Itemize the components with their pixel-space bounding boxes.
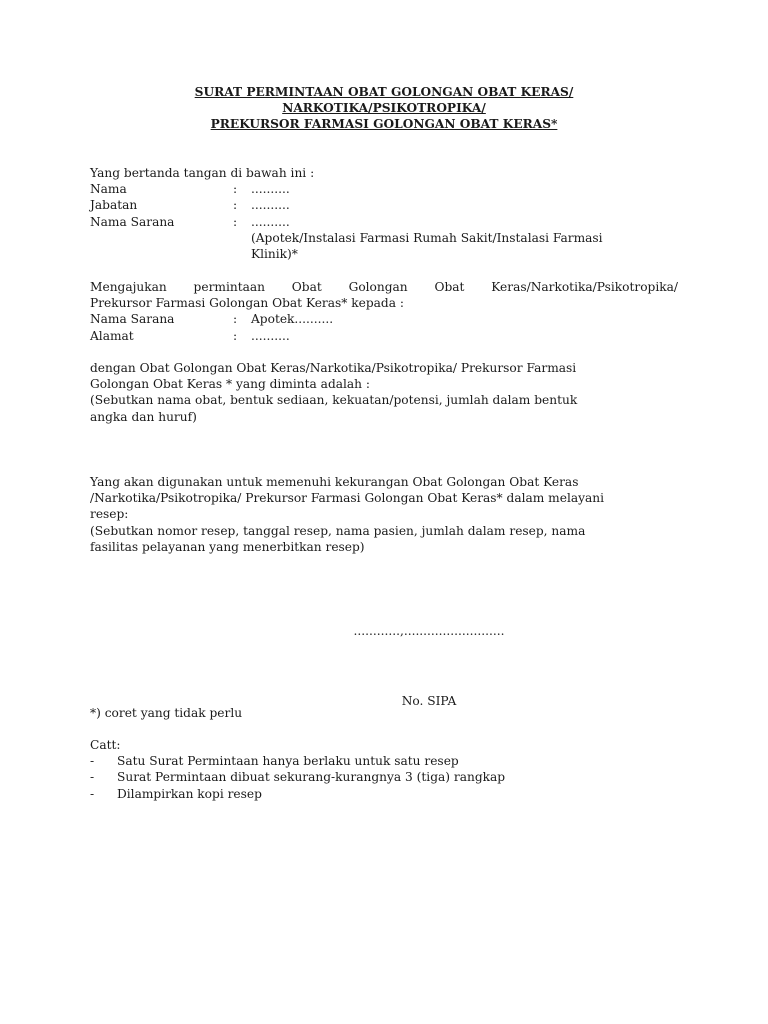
field-separator: :	[233, 182, 238, 197]
list-dash: -	[90, 786, 95, 801]
requester-section	[90, 165, 678, 262]
field-row-recipient-sarana	[90, 311, 678, 327]
drug-paragraph-line: Golongan Obat Keras * yang diminta adalah :	[90, 377, 371, 392]
note-text: Satu Surat Permintaan hanya berlaku untuk satu resep	[117, 754, 459, 769]
field-row-alamat	[90, 328, 678, 344]
field-value: ..........	[251, 214, 290, 229]
footnote	[90, 705, 678, 721]
field-separator: :	[233, 198, 238, 213]
note-text: Surat Permintaan dibuat sekurang-kurangnya 3 (tiga) rangkap	[117, 770, 506, 785]
field-separator: :	[233, 328, 238, 343]
field-separator: :	[233, 214, 238, 229]
facility-note	[90, 230, 678, 262]
drug-section	[90, 360, 678, 425]
document-title	[90, 84, 678, 133]
list-dash: -	[90, 754, 95, 769]
drug-paragraph-line: (Sebutkan nama obat, bentuk sediaan, kekuatan/potensi, jumlah dalam bentuk	[90, 393, 578, 408]
field-label: Alamat	[90, 328, 134, 343]
field-value: ..........	[251, 198, 290, 213]
request-paragraph-line: Mengajukan permintaan Obat Golongan Obat Keras/Narkotika/Psikotropika/	[90, 280, 678, 294]
intro-text: Yang bertanda tangan di bawah ini :	[90, 166, 315, 180]
facility-note-line: (Apotek/Instalasi Farmasi Rumah Sakit/Instalasi Farmasi	[251, 230, 603, 245]
notes-heading: Catt:	[90, 738, 121, 752]
title-line: SURAT PERMINTAAN OBAT GOLONGAN OBAT KERAS/	[194, 85, 574, 99]
field-value: ..........	[251, 182, 290, 197]
place-date: ............,..........................	[353, 624, 505, 638]
usage-paragraph-line: resep:	[90, 507, 129, 522]
drug-paragraph-line: dengan Obat Golongan Obat Keras/Narkotika/Psikotropika/ Prekursor Farmasi	[90, 361, 577, 375]
drug-paragraph-line: angka dan huruf)	[90, 409, 197, 424]
footnote-text: *) coret yang tidak perlu	[90, 706, 243, 720]
field-label: Jabatan	[90, 198, 138, 213]
field-row-jabatan	[90, 197, 678, 213]
note-text: Dilampirkan kopi resep	[117, 786, 262, 801]
field-row-nama-sarana	[90, 214, 678, 230]
field-label: Nama Sarana	[90, 214, 175, 229]
field-value: Apotek..........	[251, 312, 334, 327]
usage-paragraph-line: /Narkotika/Psikotropika/ Prekursor Farmasi Golongan Obat Keras* dalam melayani	[90, 491, 605, 506]
note-item	[90, 769, 678, 785]
usage-paragraph-line: (Sebutkan nomor resep, tanggal resep, nama pasien, jumlah dalam resep, nama	[90, 523, 586, 538]
notes-section	[90, 737, 678, 802]
usage-paragraph-line: Yang akan digunakan untuk memenuhi kekurangan Obat Golongan Obat Keras	[90, 475, 579, 489]
field-row-nama	[90, 181, 678, 197]
field-label: Nama	[90, 182, 127, 197]
sipa-number: No. SIPA	[401, 694, 457, 708]
field-separator: :	[233, 312, 238, 327]
usage-section	[90, 474, 678, 555]
field-value: ..........	[251, 328, 290, 343]
field-label: Nama Sarana	[90, 312, 175, 327]
note-item	[90, 753, 678, 769]
list-dash: -	[90, 770, 95, 785]
note-item	[90, 786, 678, 802]
title-line: NARKOTIKA/PSIKOTROPIKA/	[282, 101, 486, 116]
usage-paragraph-line: fasilitas pelayanan yang menerbitkan resep)	[90, 539, 365, 554]
request-section	[90, 279, 678, 344]
request-paragraph-line: Prekursor Farmasi Golongan Obat Keras* kepada :	[90, 296, 404, 311]
title-line: PREKURSOR FARMASI GOLONGAN OBAT KERAS*	[210, 117, 558, 132]
facility-note-line: Klinik)*	[251, 247, 298, 262]
